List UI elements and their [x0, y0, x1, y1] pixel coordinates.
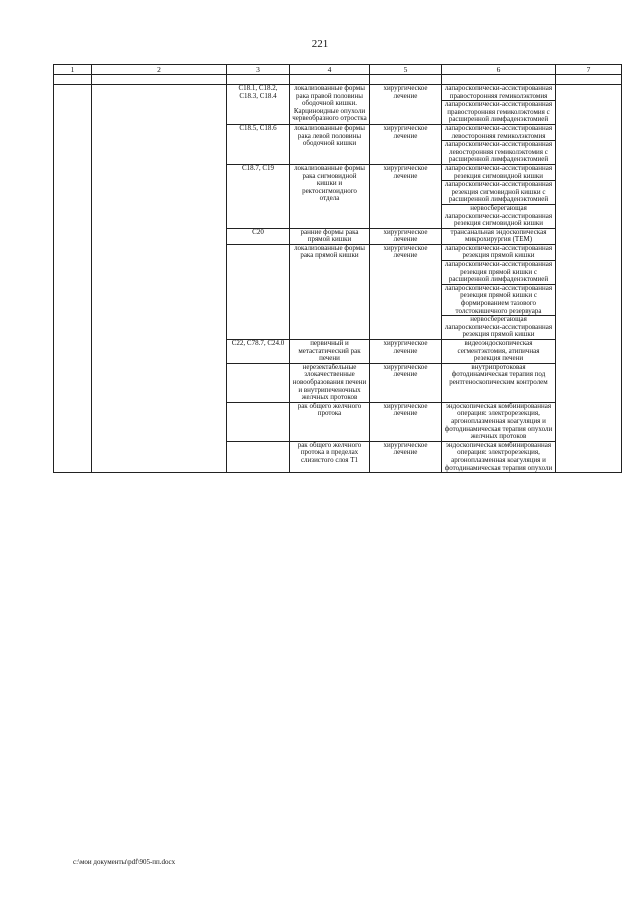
method-cell — [442, 244, 556, 260]
codes-cell — [227, 363, 290, 402]
procedures-table — [53, 64, 622, 473]
column-header: 4 — [290, 65, 370, 75]
treatment-cell-text: хирургическое лечение — [383, 363, 428, 379]
col2-cell — [92, 75, 227, 85]
method-cell — [442, 141, 556, 165]
treatment-cell — [370, 402, 442, 441]
treatment-cell — [370, 244, 442, 339]
condition-cell — [290, 441, 370, 472]
page-number: 221 — [311, 38, 329, 50]
treatment-cell — [370, 441, 442, 472]
column-header: 7 — [556, 65, 622, 75]
method-cell-text: лапароскопически-ассистированная резекция сигмовидной кишки — [444, 164, 553, 180]
treatment-cell — [370, 164, 442, 228]
method-cell-text: видеоэндоскопическая сегментэктомия, атипичная резекция печени — [457, 339, 540, 363]
column-header: 1 — [54, 65, 92, 75]
codes-cell — [227, 340, 290, 364]
column-header: 6 — [442, 65, 556, 75]
method-cell — [442, 75, 556, 85]
method-cell-text: нервосберегающая лапароскопически-ассистированная резекция сигмовидной кишки — [444, 204, 553, 228]
condition-cell-text: ранние формы рака прямой кишки — [300, 228, 359, 244]
method-cell — [442, 340, 556, 364]
method-cell — [442, 261, 556, 285]
condition-cell-text: локализованные формы рака левой половины ободочной кишки — [294, 124, 365, 148]
method-cell-text: эндоскопическая комбинированная операция: электрорезекция, аргоноплазменная коагуляция и фотодинамическая терапия опухоли желчных протоков — [444, 402, 553, 441]
treatment-cell — [370, 340, 442, 364]
method-cell-text: лапароскопически-ассистированная правосторонняя гемиколэктомия с расширенной лимфаденэктомией — [444, 100, 553, 124]
treatment-cell-text: хирургическое лечение — [383, 124, 428, 140]
condition-cell — [290, 124, 370, 164]
treatment-cell-text: хирургическое лечение — [383, 244, 428, 260]
treatment-cell — [370, 363, 442, 402]
codes-cell-text: C22, C78.7, C24.0 — [231, 339, 285, 347]
condition-cell-text: первичный и метастатический рак печени — [298, 339, 361, 363]
condition-cell-text: локализованные формы рака сигмовидной кишки и ректосигмоидного отдела — [294, 164, 365, 203]
method-cell-text: трансанальная эндоскопическая микрохирургия (ТЕМ) — [450, 228, 547, 244]
condition-cell — [290, 75, 370, 85]
codes-cell — [227, 441, 290, 472]
condition-cell-text: рак общего желчного протока в пределах слизистого слоя T1 — [297, 441, 362, 464]
treatment-cell — [370, 124, 442, 164]
method-cell-text: лапароскопически-ассистированная резекция прямой кишки с расширенной лимфаденэктомией — [444, 260, 553, 284]
method-cell — [442, 101, 556, 125]
method-cell-text: лапароскопически-ассистированная резекция прямой кишки с формированием тазового толстокишечного резервуара — [444, 284, 553, 315]
method-cell-text: лапароскопически-ассистированная левосторонняя гемиколэктомия с расширенной лимфаденэктомией — [444, 140, 553, 164]
condition-cell — [290, 402, 370, 441]
treatment-cell-text: хирургическое лечение — [383, 441, 428, 457]
codes-cell — [227, 402, 290, 441]
method-cell — [442, 181, 556, 205]
method-cell — [442, 316, 556, 340]
col2-cell — [92, 85, 227, 473]
codes-cell — [227, 85, 290, 125]
codes-cell-text: C18.7, C19 — [241, 164, 275, 172]
codes-cell — [227, 228, 290, 244]
spacer-row — [54, 75, 622, 85]
column-header: 5 — [370, 65, 442, 75]
condition-cell — [290, 164, 370, 228]
method-cell-text: внутрипротоковая фотодинамическая терапия под рентгеноскопическим контролем — [449, 363, 548, 386]
method-cell-text: лапароскопически-ассистированная резекция прямой кишки — [444, 244, 553, 260]
codes-cell-text: C20 — [252, 228, 264, 236]
method-cell — [442, 441, 556, 472]
condition-cell-text: локализованные формы рака правой половины ободочной кишки. Карциноидные опухоли червеобразного отростка — [292, 84, 367, 123]
codes-cell — [227, 164, 290, 228]
file-path-footer: c:\мои документы\pdf\905-пп.docx — [73, 858, 176, 866]
codes-cell — [227, 244, 290, 339]
column-header-row — [54, 65, 622, 75]
method-cell-text: нервосберегающая лапароскопически-ассистированная резекция прямой кишки — [444, 315, 553, 339]
method-cell-text: лапароскопически-ассистированная резекция сигмовидной кишки с расширенной лимфаденэктомией — [444, 180, 553, 204]
method-cell — [442, 402, 556, 441]
treatment-cell — [370, 228, 442, 244]
treatment-cell-text: хирургическое лечение — [383, 228, 428, 244]
col1-cell — [54, 85, 92, 473]
treatment-cell — [370, 85, 442, 125]
column-header: 3 — [227, 65, 290, 75]
treatment-cell-text: хирургическое лечение — [383, 402, 428, 418]
codes-cell — [227, 75, 290, 85]
codes-cell — [227, 124, 290, 164]
codes-cell-text: C18.5, C18.6 — [239, 124, 277, 132]
method-cell — [442, 85, 556, 101]
method-cell-text: лапароскопически-ассистированная правосторонняя гемиколэктомия — [444, 84, 553, 100]
col1-cell — [54, 75, 92, 85]
table-row — [54, 85, 622, 101]
treatment-cell — [370, 75, 442, 85]
condition-cell-text: рак общего желчного протока — [297, 402, 362, 418]
condition-cell — [290, 85, 370, 125]
col7-cell — [556, 75, 622, 85]
condition-cell — [290, 363, 370, 402]
method-cell — [442, 164, 556, 180]
treatment-cell-text: хирургическое лечение — [383, 339, 428, 355]
method-cell — [442, 284, 556, 315]
codes-cell-text: C18.1, C18.2, C18.3, C18.4 — [238, 84, 278, 100]
method-cell-text: лапароскопически-ассистированная левосторонняя гемиколэктомия — [444, 124, 553, 140]
treatment-cell-text: хирургическое лечение — [383, 84, 428, 100]
method-cell-text: эндоскопическая комбинированная операция: электрорезекция, аргоноплазменная коагуляция и фотодинамическая терапия опухоли — [444, 441, 553, 472]
column-header: 2 — [92, 65, 227, 75]
method-cell — [442, 228, 556, 244]
condition-cell — [290, 340, 370, 364]
method-cell — [442, 204, 556, 228]
condition-cell — [290, 228, 370, 244]
col7-cell — [556, 85, 622, 473]
condition-cell — [290, 244, 370, 339]
treatment-cell-text: хирургическое лечение — [383, 164, 428, 180]
method-cell — [442, 363, 556, 402]
method-cell — [442, 124, 556, 140]
condition-cell-text: нерезектабельные злокачественные новообразования печени и внутрипеченочных желчных протоков — [292, 363, 367, 402]
condition-cell-text: локализованные формы рака прямой кишки — [294, 244, 365, 260]
